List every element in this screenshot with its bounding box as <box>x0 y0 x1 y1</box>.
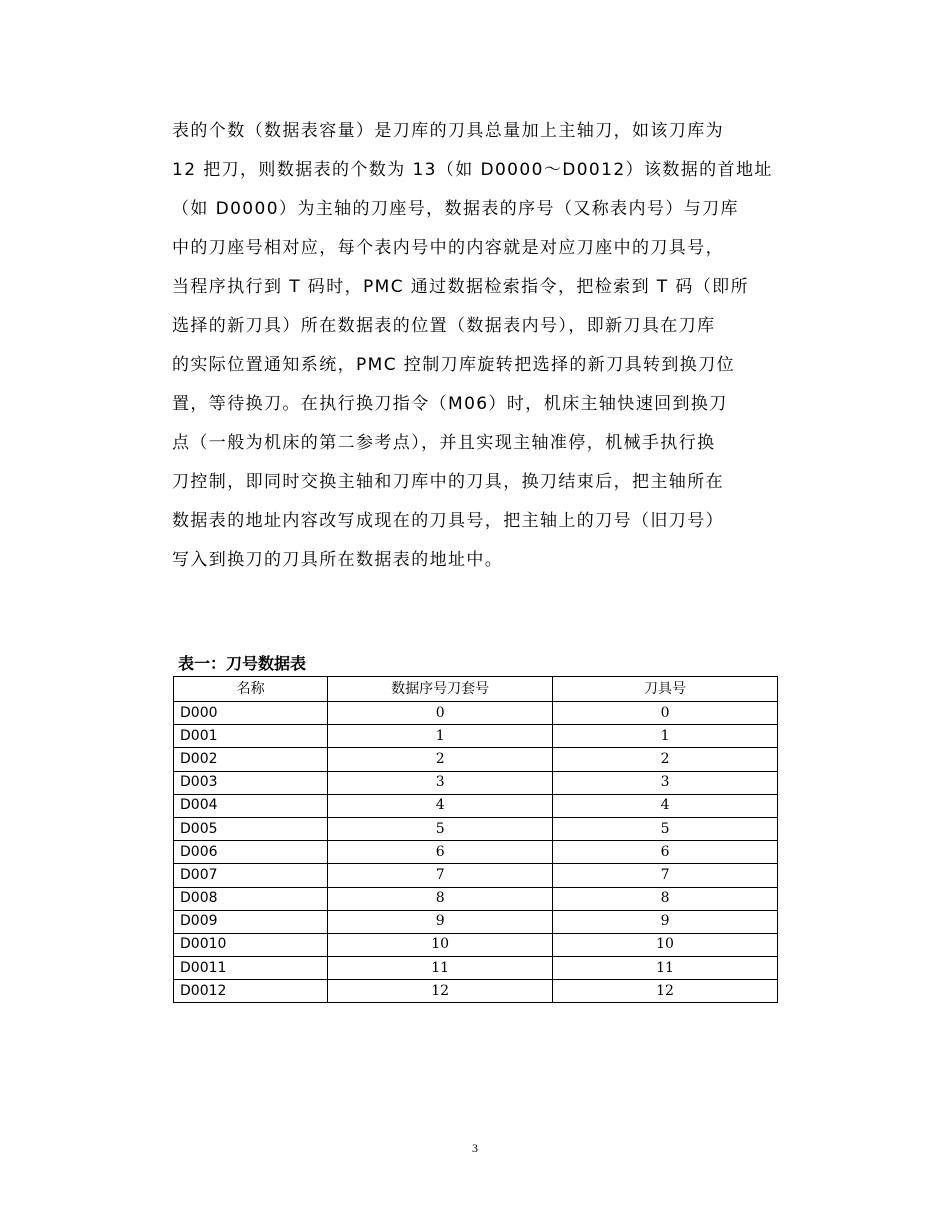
cell-name: D0011 <box>174 957 328 980</box>
page-number: 3 <box>472 1141 478 1155</box>
body-text-line: 选择的新刀具）所在数据表的位置（数据表内号），即新刀具在刀库 <box>172 316 716 336</box>
cell-tool: 7 <box>553 864 778 887</box>
table-row <box>174 794 778 817</box>
table-row <box>174 957 778 980</box>
cell-name: D005 <box>174 817 328 840</box>
cell-tool: 3 <box>553 771 778 794</box>
cell-sequence: 6 <box>328 841 553 864</box>
body-text-line: 12 把刀，则数据表的个数为 13（如 D0000～D0012）该数据的首地址 <box>172 160 773 180</box>
cell-sequence: 8 <box>328 887 553 910</box>
cell-tool: 11 <box>553 957 778 980</box>
body-paragraph <box>172 112 782 580</box>
table-row <box>174 864 778 887</box>
table-row <box>174 980 778 1003</box>
cell-sequence: 9 <box>328 910 553 933</box>
cell-name: D0012 <box>174 980 328 1003</box>
cell-tool: 1 <box>553 725 778 748</box>
cell-name: D000 <box>174 702 328 725</box>
table-row <box>174 933 778 956</box>
cell-sequence: 4 <box>328 794 553 817</box>
body-text-line: 当程序执行到 T 码时，PMC 通过数据检索指令，把检索到 T 码（即所 <box>172 277 749 297</box>
cell-name: D007 <box>174 864 328 887</box>
body-text-line: 表的个数（数据表容量）是刀库的刀具总量加上主轴刀，如该刀库为 <box>172 121 724 141</box>
cell-name: D009 <box>174 910 328 933</box>
cell-tool: 12 <box>553 980 778 1003</box>
table-row <box>174 725 778 748</box>
cell-sequence: 5 <box>328 817 553 840</box>
cell-sequence: 1 <box>328 725 553 748</box>
table-row <box>174 748 778 771</box>
table-row <box>174 702 778 725</box>
cell-tool: 2 <box>553 748 778 771</box>
table-header-row <box>174 677 778 702</box>
cell-name: D0010 <box>174 933 328 956</box>
body-text-line: 中的刀座号相对应，每个表内号中的内容就是对应刀座中的刀具号， <box>172 238 724 258</box>
cell-sequence: 7 <box>328 864 553 887</box>
cell-tool: 5 <box>553 817 778 840</box>
body-text-line: 数据表的地址内容改写成现在的刀具号，把主轴上的刀号（旧刀号） <box>172 511 724 531</box>
cell-tool: 6 <box>553 841 778 864</box>
cell-sequence: 12 <box>328 980 553 1003</box>
body-text-line: 置，等待换刀。在执行换刀指令（M06）时，机床主轴快速回到换刀 <box>172 394 728 414</box>
table-row <box>174 817 778 840</box>
table-caption: 表一：刀号数据表 <box>178 654 307 673</box>
cell-name: D008 <box>174 887 328 910</box>
cell-sequence: 0 <box>328 702 553 725</box>
cell-name: D001 <box>174 725 328 748</box>
table-row <box>174 910 778 933</box>
cell-name: D003 <box>174 771 328 794</box>
cell-tool: 9 <box>553 910 778 933</box>
cell-name: D002 <box>174 748 328 771</box>
header-name: 名称 <box>174 677 328 702</box>
table-row <box>174 887 778 910</box>
table-row <box>174 771 778 794</box>
cell-tool: 0 <box>553 702 778 725</box>
table-row <box>174 841 778 864</box>
header-tool-number: 刀具号 <box>553 677 778 702</box>
tool-number-data-table <box>173 676 778 1003</box>
cell-sequence: 10 <box>328 933 553 956</box>
cell-tool: 10 <box>553 933 778 956</box>
body-text-line: 写入到换刀的刀具所在数据表的地址中。 <box>172 550 504 570</box>
body-text-line: 点（一般为机床的第二参考点），并且实现主轴准停，机械手执行换 <box>172 433 716 453</box>
header-sequence-number: 数据序号刀套号 <box>328 677 553 702</box>
cell-tool: 8 <box>553 887 778 910</box>
cell-tool: 4 <box>553 794 778 817</box>
cell-sequence: 11 <box>328 957 553 980</box>
body-text-line: 的实际位置通知系统，PMC 控制刀库旋转把选择的新刀具转到换刀位 <box>172 355 735 375</box>
cell-sequence: 2 <box>328 748 553 771</box>
cell-name: D004 <box>174 794 328 817</box>
body-text-line: （如 D0000）为主轴的刀座号，数据表的序号（又称表内号）与刀库 <box>172 199 739 219</box>
cell-name: D006 <box>174 841 328 864</box>
cell-sequence: 3 <box>328 771 553 794</box>
body-text-line: 刀控制，即同时交换主轴和刀库中的刀具，换刀结束后，把主轴所在 <box>172 472 724 492</box>
